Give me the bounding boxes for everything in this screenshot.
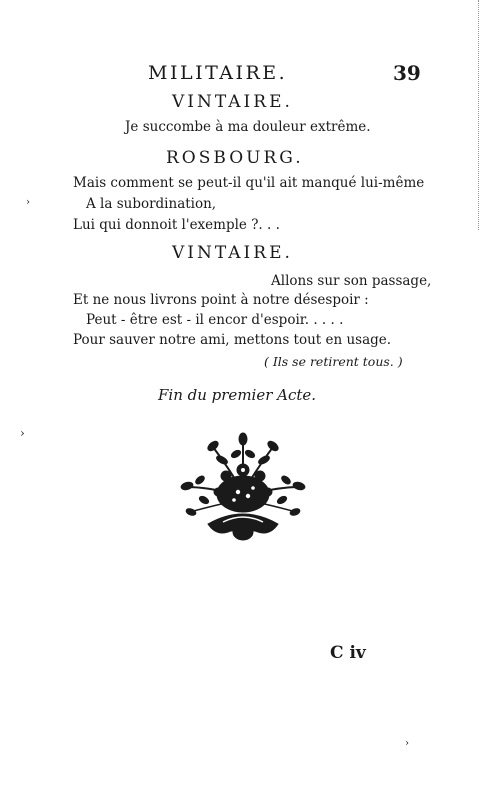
verse-line: Et ne nous livrons point à notre désespoir : (73, 292, 369, 308)
verse-line: Mais comment se peut-il qu'il ait manqué lui-même (73, 175, 425, 191)
signature-mark: C iv (330, 643, 366, 663)
page-number: 39 (393, 61, 421, 85)
verse-line: Allons sur son passage, (271, 273, 432, 289)
verse-line: Je succombe à ma douleur extrême. (125, 119, 371, 135)
page-edge-mark (478, 0, 481, 230)
margin-mark: › (20, 426, 25, 440)
verse-line: Pour sauver notre ami, mettons tout en usage. (73, 332, 392, 348)
verse-line: A la subordination, (86, 196, 217, 212)
floral-ornament-icon (178, 432, 308, 552)
speaker-name: ROSBOURG. (166, 148, 304, 168)
speaker-name: VINTAIRE. (172, 92, 293, 112)
act-end-title: Fin du premier Acte. (158, 386, 317, 404)
verse-line: Peut - être est - il encor d'espoir. . . . . (86, 312, 344, 328)
margin-mark: › (405, 738, 409, 749)
running-head: MILITAIRE. (148, 62, 288, 84)
verse-line: Lui qui donnoit l'exemple ?. . . (73, 217, 280, 233)
stage-direction: ( Ils se retirent tous. ) (264, 354, 403, 369)
margin-mark: › (26, 197, 30, 208)
speaker-name: VINTAIRE. (172, 243, 293, 263)
